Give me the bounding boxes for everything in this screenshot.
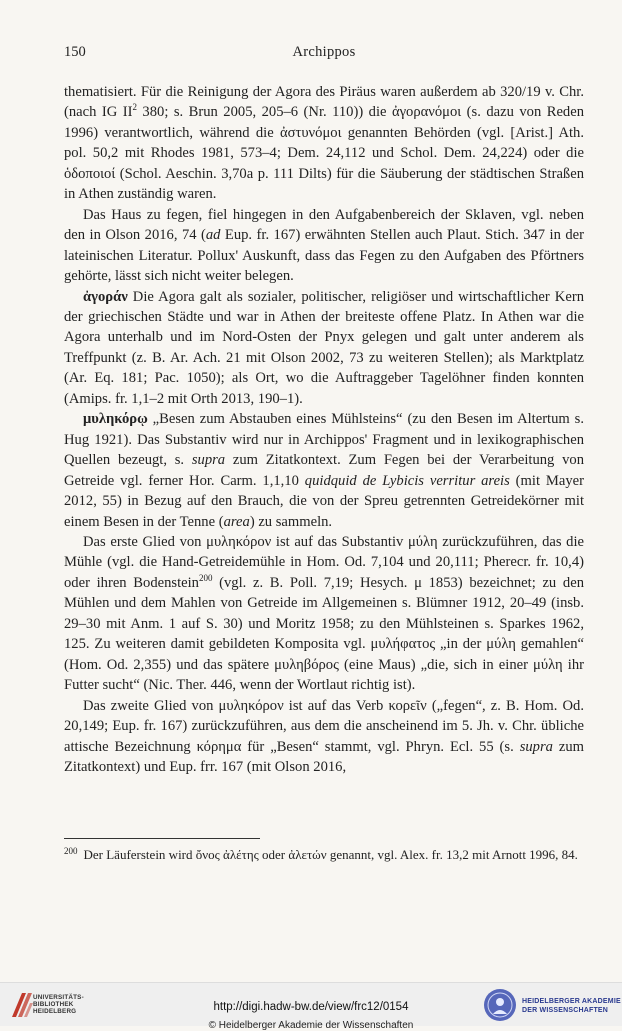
paragraph bbox=[64, 696, 584, 778]
text-run: ) zu sammeln. bbox=[249, 513, 333, 530]
text-run: zum Zitatkontext) und Eup. frr. 167 (mit Olson 2016, bbox=[64, 738, 584, 775]
lemma: ἀγοράν bbox=[83, 288, 128, 305]
italic-text: quidquid de Lybicis verritur areis bbox=[304, 472, 510, 489]
italic-text: supra bbox=[519, 738, 553, 755]
page-number: 150 bbox=[64, 44, 86, 60]
italic-text: ad bbox=[205, 227, 221, 244]
footnote-text: Der Läuferstein wird ὄνος ἀλέτης oder ἀλετών genannt, vgl. Alex. fr. 13,2 mit Arnott 1996, 84. bbox=[83, 847, 578, 862]
footnote-reference: 200 bbox=[198, 573, 213, 584]
main-text bbox=[64, 82, 584, 777]
paragraph bbox=[64, 287, 584, 410]
paragraph bbox=[64, 205, 584, 287]
text-run: Das Haus zu fegen, fiel hingegen in den Aufgabenbereich der Sklaven, vgl. neben den in Olson 2016, 74 ( bbox=[64, 206, 584, 244]
paragraph bbox=[64, 409, 584, 532]
text-run: thematisiert. Für die Reinigung der Agora des Piräus waren außerdem ab 320/19 v. Chr. (nach IG II bbox=[64, 84, 584, 121]
viewer-footer bbox=[0, 982, 622, 1031]
text-run: (mit Mayer 2012, 55) in Bezug auf den Brauch, die von der Spreu getrennten Getreidekörner mit einem Besen in der Tenne ( bbox=[64, 472, 584, 530]
paragraph bbox=[64, 532, 584, 696]
text-run: Das erste Glied von μυληκόρον ist auf das Substantiv μύλη zurückzuführen, das die Mühle (vgl. die Hand-Getreidemühle in Hom. Od. 7,104 und 20,111; Pherecr. fr. 10,4) oder ihren Bodenstein bbox=[64, 533, 584, 591]
academy-name: HEIDELBERGER AKADEMIE DER WISSENSCHAFTEN bbox=[522, 998, 621, 1014]
text-run: Die Agora galt als sozialer, politischer, religiöser und wirtschaftlicher Kern der griechischen Städte und war in Athen der breiteste offene Platz. In Athen war die Agora unterhalb und im Nord-Osten der Pnyx gelegen und galt unter anderem als Treffpunkt (z. B. Ar. Ach. 21 mit Olson 2002, 73 zu weiteren Stellen); als Marktplatz (Ar. Eq. 181; Pac. 1050); als Ort, wo die Auftraggeber Tagelöhner finden konnten (Amips. fr. 1,1–2 mit Orth 2013, 190–1). bbox=[64, 288, 584, 407]
academy-seal-icon[interactable] bbox=[482, 987, 518, 1023]
italic-text: area bbox=[223, 513, 250, 530]
italic-text: supra bbox=[191, 452, 226, 469]
footnote bbox=[64, 846, 584, 865]
university-library-name: UNIVERSITÄTS- BIBLIOTHEK HEIDELBERG bbox=[33, 994, 84, 1016]
text-run: 380; s. Brun 2005, 205–6 (Nr. 110)) die ἀγορανόμοι (s. dazu von Reden 1996) verantwortlich, während die ἀστυνόμοι genannten Behörden (vgl. [Arist.] Ath. pol. 50,2 mit Rhodes 1981, 573–4; Dem. 24,112 und Schol. Dem. 24,224) oder die ὁδοποιοί (Schol. Aeschin. 3,70a p. 111 Dilts) für die Säuberung der städtischen Straßen in Athen zuständig waren. bbox=[64, 104, 584, 203]
footnote-reference: 2 bbox=[132, 102, 137, 113]
running-title: Archippos bbox=[292, 44, 356, 60]
footnote-number: 200 bbox=[64, 845, 78, 856]
paragraph bbox=[64, 82, 584, 205]
text-run: „Besen zum Abstauben eines Mühlsteins“ (zu den Besen im Altertum s. Hug 1921). Das Substantiv wird nur in Archippos' Fragment und in lexikographischen Quellen bezeugt, s. bbox=[64, 411, 584, 469]
footnote-divider bbox=[64, 838, 260, 839]
page-url-link[interactable]: http://digi.hadw-bw.de/view/frc12/0154 bbox=[213, 1001, 409, 1013]
text-run: zum Zitatkontext. Zum Fegen bei der Verarbeitung von Getreide vgl. ferner Hor. Carm. 1,1,10 bbox=[64, 452, 584, 489]
text-run: Eup. fr. 167) erwähnten Stellen auch Plaut. Stich. 347 in der lateinischen Literatur. Pollux' Auskunft, dass das Fegen zu den Aufgaben des Pförtners gehörte, lässt sich nicht weiter belegen. bbox=[64, 227, 584, 285]
copyright-text: © Heidelberger Akademie der Wissenschaften bbox=[208, 1020, 414, 1031]
running-header bbox=[64, 44, 584, 64]
lemma: μυληκόρῳ bbox=[83, 411, 148, 428]
text-run: Das zweite Glied von μυληκόρον ist auf das Verb κορεῖν („fegen“, z. B. Hom. Od. 20,149; Eup. fr. 167) zurückzuführen, aus dem die anscheinend im 5. Jh. v. Chr. übliche attische Bezeichnung κόρημα für „Besen“ stammt, vgl. Phryn. Ecl. 55 (s. bbox=[64, 697, 584, 755]
text-run: (vgl. z. B. Poll. 7,19; Hesych. μ 1853) bezeichnet; zu den Mühlen und dem Mahlen von Getreide im Allgemeinen s. Blümner 1912, 20–49 (insb. 29–30 mit Anm. 1 auf S. 30) und Moritz 1958; zu den Mühlsteinen s. Sparkes 1962, 125. Zu weiteren damit gebildeten Komposita vgl. μυλήφατος „in der μύλη gemahlen“ (Hom. Od. 2,355) und das spätere μυληβόρος (eine Maus) „die, sich in einer μύλη ihr Futter sucht“ (Nic. Ther. 446, wenn der Wortlaut richtig ist). bbox=[64, 574, 584, 694]
